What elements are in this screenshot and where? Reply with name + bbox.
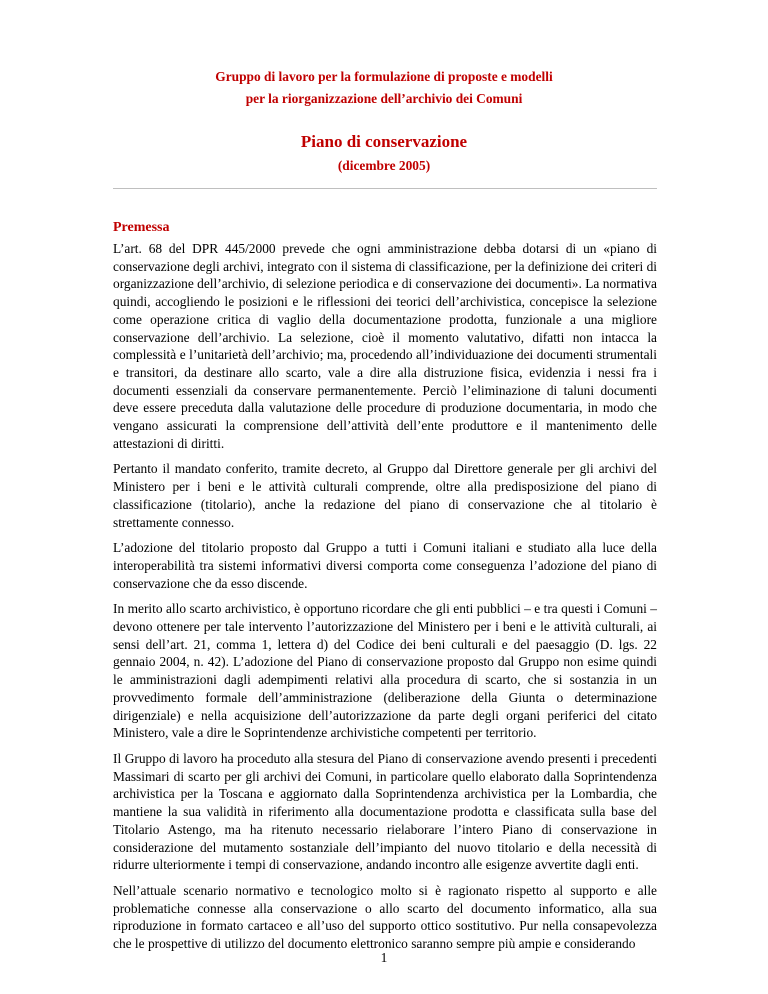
section-heading: Premessa xyxy=(113,220,170,235)
document-title: Piano di conservazione xyxy=(300,132,468,151)
page-number: 1 xyxy=(380,950,388,965)
section-body xyxy=(113,240,657,961)
paragraph: In merito allo scarto archivistico, è opportuno ricordare che gli enti pubblici – e tra questi i Comuni – devono ottenere per tale intervento l’autorizzazione del Ministero per i beni e le attività culturali, ai sensi dell’art. 21, comma 1, lettera d) del Codice dei beni culturali e del paesaggio (D. lgs. 22 gennaio 2004, n. 42). L’adozione del Piano di conservazione proposto dal Gruppo non esime quindi le amministrazioni dagli adempimenti relativi alla procedura di scarto, che si sostanzia in un provvedimento formale dell’amministrazione (deliberazione della Giunta o determinazione dirigenziale) e nella acquisizione dell’autorizzazione da parte degli organi periferici del citato Ministero, vale a dire le Soprintendenze archivistiche competenti per territorio. xyxy=(113,601,657,741)
paragraph: L’art. 68 del DPR 445/2000 prevede che ogni amministrazione debba dotarsi di un «piano di conservazione degli archivi, integrato con il sistema di classificazione, per la definizione dei criteri di organizzazione dell’archivio, di selezione periodica e di conservazione dei documenti». La normativa quindi, accogliendo le posizioni e le riflessioni dei teorici dell’archivistica, concepisce la selezione come operazione critica di vaglio della documentazione prodotta, funzionale a una migliore conservazione dell’archivio. La selezione, cioè il momento valutativo, difatti non intacca la complessità e l’unitarietà dell’archivio; ma, procedendo all’individuazione dei documenti strumentali e transitori, da destinare allo scarto, vale a dire alla distruzione fisica, evidenzia i nessi fra i documenti essenziali da conservare permanentemente. Perciò l’eliminazione di taluni documenti deve essere preceduta dalla valutazione delle procedure di produzione documentaria, in modo che vengano assicurati la comprensione dell’attività dell’ente produttore e il mantenimento delle attestazioni di diritti. xyxy=(113,241,657,451)
working-group-title-line-1: Gruppo di lavoro per la formulazione di proposte e modelli xyxy=(215,69,553,84)
document-date: (dicembre 2005) xyxy=(337,158,431,173)
paragraph: Nell’attuale scenario normativo e tecnologico molto si è ragionato rispetto al supporto e alle problematiche connesse alla conservazione o allo scarto del documento informatico, alla sua riproduzione in formato cartaceo e all’uso del supporto ottico sostitutivo. Pur nella consapevolezza che le prospettive di utilizzo del documento elettronico saranno sempre più ampie e considerando xyxy=(113,882,657,952)
header-divider xyxy=(113,188,657,189)
working-group-title-line-2: per la riorganizzazione dell’archivio dei Comuni xyxy=(245,91,523,106)
paragraph: Il Gruppo di lavoro ha proceduto alla stesura del Piano di conservazione avendo presenti i precedenti Massimari di scarto per gli archivi dei Comuni, in particolare quello elaborato dalla Soprintendenza archivistica per la Toscana e aggiornato dalla Soprintendenza archivistica per la Lombardia, che mantiene la sua validità in riferimento alla documentazione prodotta e classificata sulla base del Titolario Astengo, ma ha ritenuto necessario rielaborare l’intero Piano di conservazione in considerazione del mutamento sostanziale dell’impianto del nuovo titolario e della necessità di ridurre ulteriormente i tempi di conservazione, andando incontro alle esigenze avvertite dagli enti. xyxy=(113,750,657,873)
paragraph: Pertanto il mandato conferito, tramite decreto, al Gruppo dal Direttore generale per gli archivi del Ministero per i beni e le attività culturali comprende, oltre alla predisposizione del piano di classificazione (titolario), anche la redazione del piano di conservazione che al titolario è strettamente connesso. xyxy=(113,461,657,530)
paragraph: L’adozione del titolario proposto dal Gruppo a tutti i Comuni italiani e studiato alla luce della interoperabilità tra sistemi informativi diversi comporta come conseguenza l’adozione del piano di conservazione che da esso discende. xyxy=(113,540,657,591)
